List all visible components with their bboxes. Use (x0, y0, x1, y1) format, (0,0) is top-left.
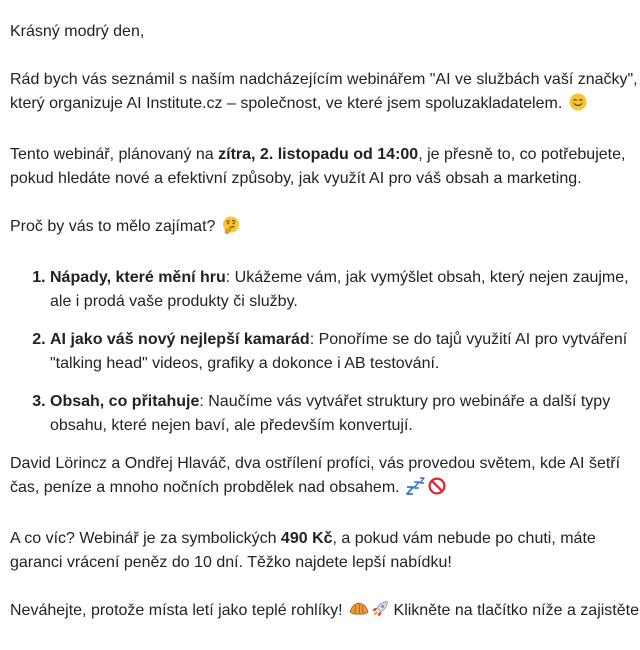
why-paragraph (10, 215, 640, 242)
list-item (50, 390, 640, 438)
hosts-line-2: čas, peníze a mnoho nočních probdělek nad obsahem. (10, 479, 400, 496)
email-body (10, 20, 640, 650)
point-title: Nápady, které mění hru (50, 269, 226, 286)
hosts-paragraph (10, 452, 640, 503)
price-text-post: , a pokud vám nebude po chuti, máte (332, 530, 596, 547)
rocket-icon (371, 600, 389, 626)
thinking-face-icon (222, 216, 240, 242)
price-line-2: garanci vrácení peněz do 10 dní. Těžko najdete lepší nabídku! (10, 554, 452, 571)
smiling-face-icon (569, 93, 587, 119)
schedule-text-pre: Tento webinář, plánovaný na (10, 146, 219, 163)
point-text-line-2: ale i prodá vaše produkty či služby. (50, 293, 298, 310)
point-text: : Ponoříme se do tajů využití AI pro vytváření (309, 331, 628, 348)
price-paragraph (10, 527, 640, 575)
cta-text-post: Klikněte na tlačítko níže a zajistěte (393, 602, 639, 619)
intro-line-2: který organizuje AI Institute.cz – společnost, ve které jsem spoluzakladatelem. (10, 95, 563, 112)
webinar-date: zítra, 2. listopadu od 14:00 (218, 146, 419, 163)
point-text-line-2: "talking head" videos, grafiky a dokonce i AB testování. (50, 355, 440, 372)
schedule-text-post: , je přesně to, co potřebujete, (418, 146, 626, 163)
benefits-list (10, 266, 640, 438)
cta-paragraph (10, 599, 640, 626)
croissant-icon (349, 600, 369, 626)
why-text: Proč by vás to mělo zajímat? (10, 218, 216, 235)
intro-line-1: Rád bych vás seznámil s naším nadcházejícím webinářem "AI ve službách vaší značky", (10, 71, 638, 88)
schedule-paragraph (10, 143, 640, 191)
point-text: : Ukážeme vám, jak vymýšlet obsah, který nejen zaujme, (225, 269, 629, 286)
greeting: Krásný modrý den, (10, 23, 145, 40)
intro-paragraph (10, 68, 640, 119)
point-title: AI jako váš nový nejlepší kamarád (50, 331, 310, 348)
point-text: : Naučíme vás vytvářet struktury pro webináře a další typy (199, 393, 611, 410)
hosts-line-1: David Lörincz a Ondřej Hlaváč, dva ostřílení profíci, vás provedou světem, kde AI šetří (10, 455, 621, 472)
price-text-pre: A co víc? Webinář je za symbolických (10, 530, 281, 547)
point-title: Obsah, co přitahuje (50, 393, 200, 410)
prohibited-icon (428, 477, 446, 503)
zzz-icon (406, 477, 426, 503)
price-value: 490 Kč (280, 530, 333, 547)
list-item (50, 266, 640, 314)
list-item (50, 328, 640, 376)
schedule-line-2: pokud hledáte nové a efektivní způsoby, jak využít AI pro váš obsah a marketing. (10, 170, 582, 187)
point-text-line-2: obsahu, které nejen baví, ale především konvertují. (50, 417, 413, 434)
cta-text-pre: Neváhejte, protože místa letí jako teplé rohlíky! (10, 602, 343, 619)
